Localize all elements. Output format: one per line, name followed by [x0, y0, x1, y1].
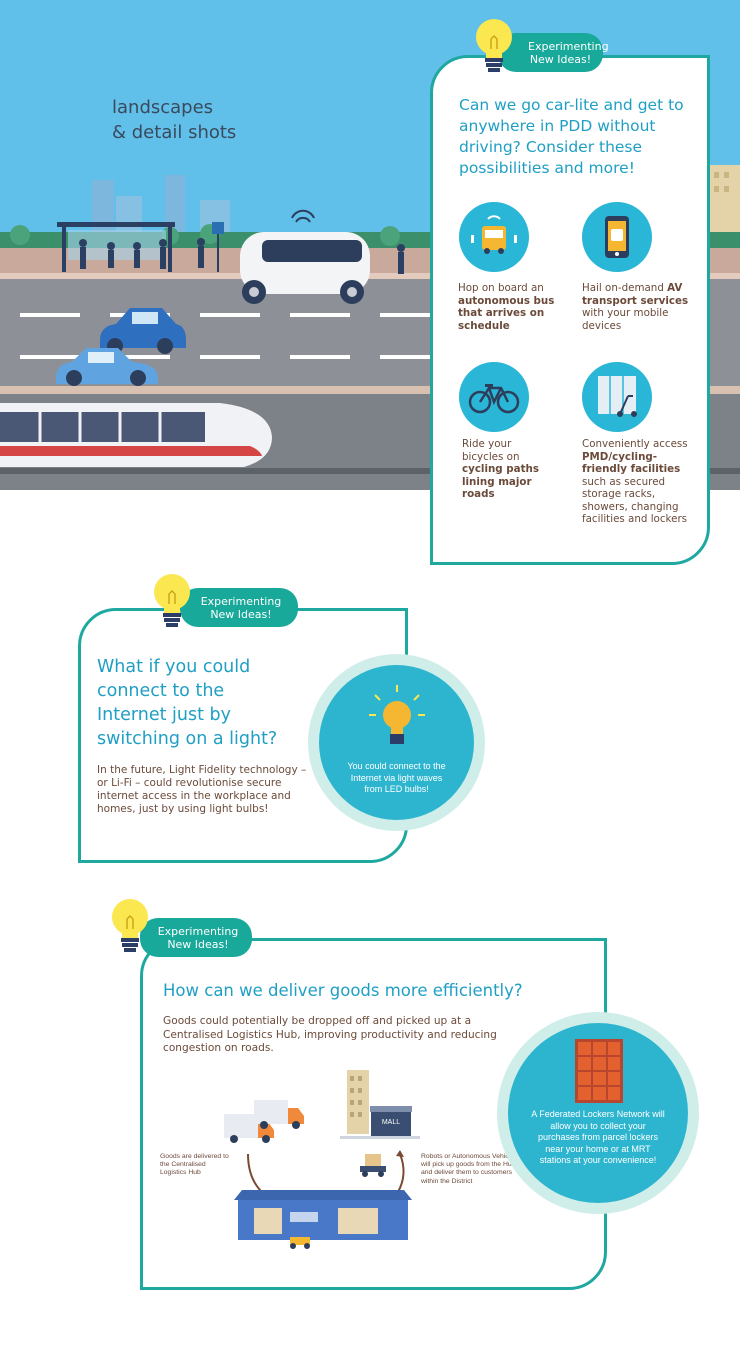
- lightbulb-icon: [152, 570, 192, 630]
- experimenting-badge: Experimenting New Ideas!: [180, 588, 298, 627]
- car-lite-question: Can we go car-lite and get to anywhere in PDD without driving? Consider these possibilities and more!: [459, 96, 684, 177]
- autonomous-bus-icon: [459, 202, 529, 272]
- experimenting-badge: Experimenting New Ideas!: [498, 33, 603, 72]
- scene-label-line2: & detail shots: [112, 122, 237, 143]
- goods-caption: Goods are delivered to the Centralised Logistics Hub: [160, 1153, 229, 1177]
- robots-caption: Robots or Autonomous Vehicles will pick up goods from the Hub and deliver them to customers within the District: [421, 1153, 518, 1185]
- lifi-circle-text: You could connect to the Internet via light waves from LED bulbs!: [347, 761, 446, 794]
- feature-pmd-facilities-text: Conveniently access PMD/cycling-friendly facilities such as secured storage racks, showers, changing facilities and lockers: [582, 438, 688, 525]
- delivery-body: Goods could potentially be dropped off and picked up at a Centralised Logistics Hub, improving productivity and reducing congestion on roads.: [163, 1015, 497, 1054]
- mobile-hail-icon: [582, 202, 652, 272]
- bicycle-icon: [459, 362, 529, 432]
- feature-autonomous-bus-text: Hop on board an autonomous bus that arrives on schedule: [458, 282, 555, 332]
- mall-sign: MALL: [381, 1119, 401, 1126]
- lockers-info-circle: [508, 1023, 688, 1203]
- scene-label-line1: landscapes: [112, 97, 214, 118]
- lifi-info-circle: [319, 665, 474, 820]
- lifi-body: In the future, Light Fidelity technology – or Li-Fi – could revolutionise secure internet access in the workplace and homes, just by using light bulbs!: [97, 764, 307, 815]
- experimenting-badge: Experimenting New Ideas!: [140, 918, 252, 957]
- lightbulb-icon: [474, 15, 514, 75]
- lifi-question: What if you could connect to the Internet just by switching on a light?: [97, 657, 278, 749]
- delivery-question: How can we deliver goods more efficiently?: [163, 981, 523, 1000]
- lockers-circle-text: A Federated Lockers Network will allow you to collect your purchases from parcel lockers near your home or at MRT stations at your convenience!: [531, 1109, 665, 1165]
- feature-cycling-text: Ride your bicycles on cycling paths lining major roads: [462, 438, 539, 500]
- lightbulb-icon: [110, 895, 150, 955]
- lockers-icon: [582, 362, 652, 432]
- feature-av-transport-text: Hail on-demand AV transport services with your mobile devices: [582, 282, 689, 332]
- parcel-lockers-icon: [575, 1039, 623, 1103]
- led-bulb-icon: [367, 683, 427, 753]
- logistics-illustration: [220, 1062, 440, 1252]
- scene-label: [112, 95, 236, 145]
